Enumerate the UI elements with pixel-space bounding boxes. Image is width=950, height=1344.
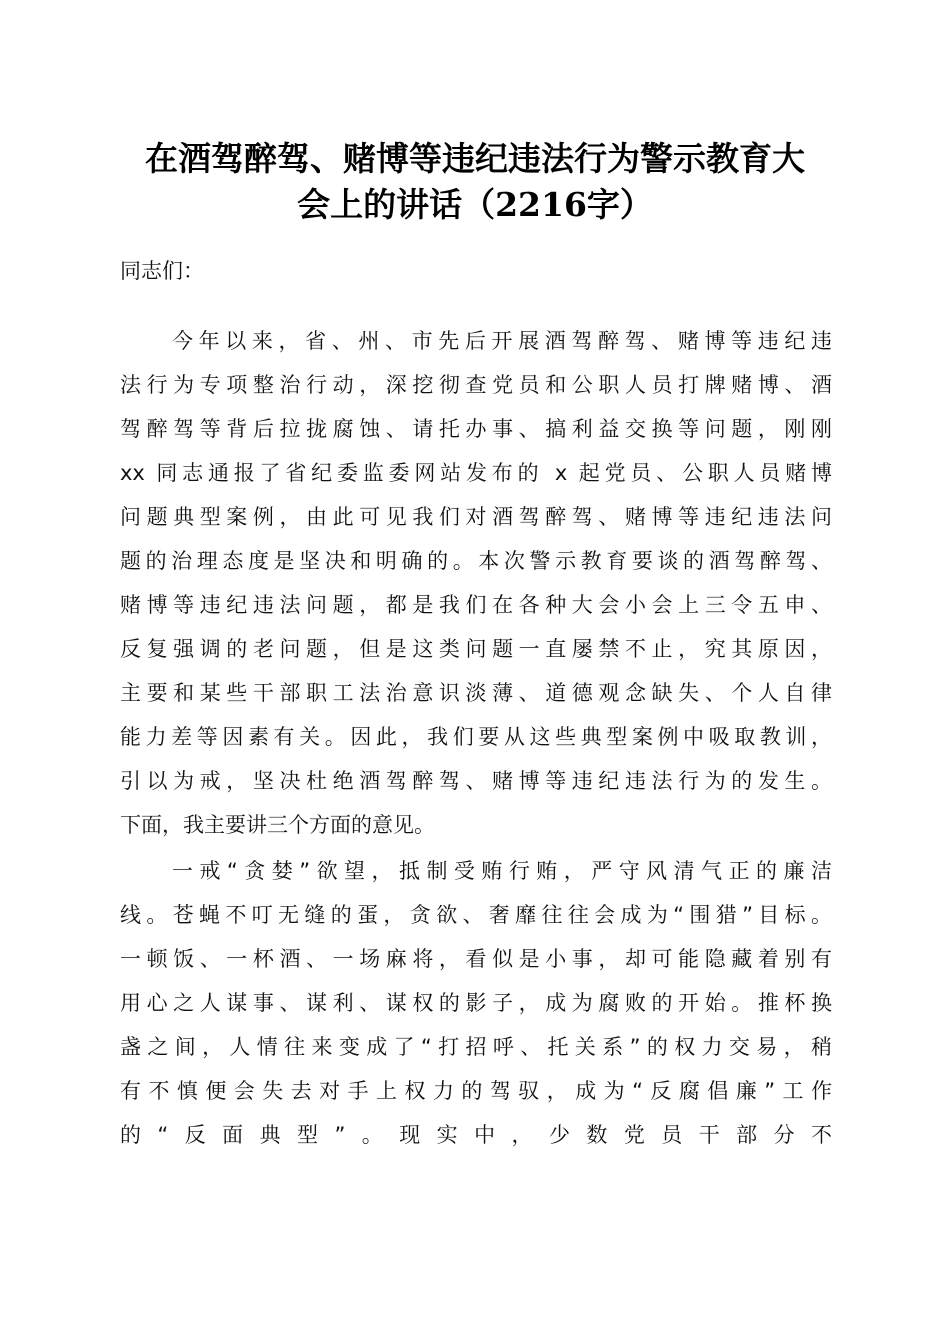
paragraph-line: 题的治理态度是坚决和明确的。本次警示教育要谈的酒驾醉驾、 [120,549,832,573]
paragraph-line: 线。苍蝇不叮无缝的蛋，贪欲、奢靡往往会成为“围猎”目标。 [120,903,832,927]
paragraph-line: 用心之人谋事、谋利、谋权的影子，成为腐败的开始。推杯换 [120,991,832,1015]
paragraph-line: 驾醉驾等背后拉拢腐蚀、请托办事、搞利益交换等问题，刚刚 [120,417,832,441]
paragraph-line: 主要和某些干部职工法治意识淡薄、道德观念缺失、个人自律 [120,681,832,705]
paragraph-line: 一顿饭、一杯酒、一场麻将，看似是小事，却可能隐藏着别有 [120,947,832,971]
document-title-line-1: 在酒驾醉驾、赌博等违纪违法行为警示教育大 [145,139,805,178]
paragraph-line: 的“反面典型”。现实中，少数党员干部分不 [120,1123,832,1147]
paragraph-line: 反复强调的老问题，但是这类问题一直屡禁不止，究其原因， [120,637,832,661]
paragraph-line: 法行为专项整治行动，深挖彻查党员和公职人员打牌赌博、酒 [120,373,832,397]
paragraph-line: 赌博等违纪违法问题，都是我们在各种大会小会上三令五申、 [120,593,832,617]
paragraph-line: 有不慎便会失去对手上权力的驾驭，成为“反腐倡廉”工作 [120,1079,832,1103]
document-title-line-2: 会上的讲话（2216字） [297,185,653,224]
paragraph-line: 一戒“贪婪”欲望，抵制受贿行贿，严守风清气正的廉洁 [172,859,832,883]
paragraph-line: 今年以来，省、州、市先后开展酒驾醉驾、赌博等违纪违 [172,329,832,353]
paragraph-line: 盏之间，人情往来变成了“打招呼、托关系”的权力交易，稍 [120,1035,832,1059]
paragraph-line: 引以为戒，坚决杜绝酒驾醉驾、赌博等违纪违法行为的发生。 [120,769,832,793]
paragraph-line: xx 同志通报了省纪委监委网站发布的 x 起党员、公职人员赌博 [120,461,832,485]
paragraph-line: 能力差等因素有关。因此，我们要从这些典型案例中吸取教训， [120,725,832,749]
paragraph-line: 问题典型案例，由此可见我们对酒驾醉驾、赌博等违纪违法问 [120,505,832,529]
paragraph-line-last: 下面，我主要讲三个方面的意见。 [120,813,435,837]
greeting: 同志们： [120,259,204,283]
